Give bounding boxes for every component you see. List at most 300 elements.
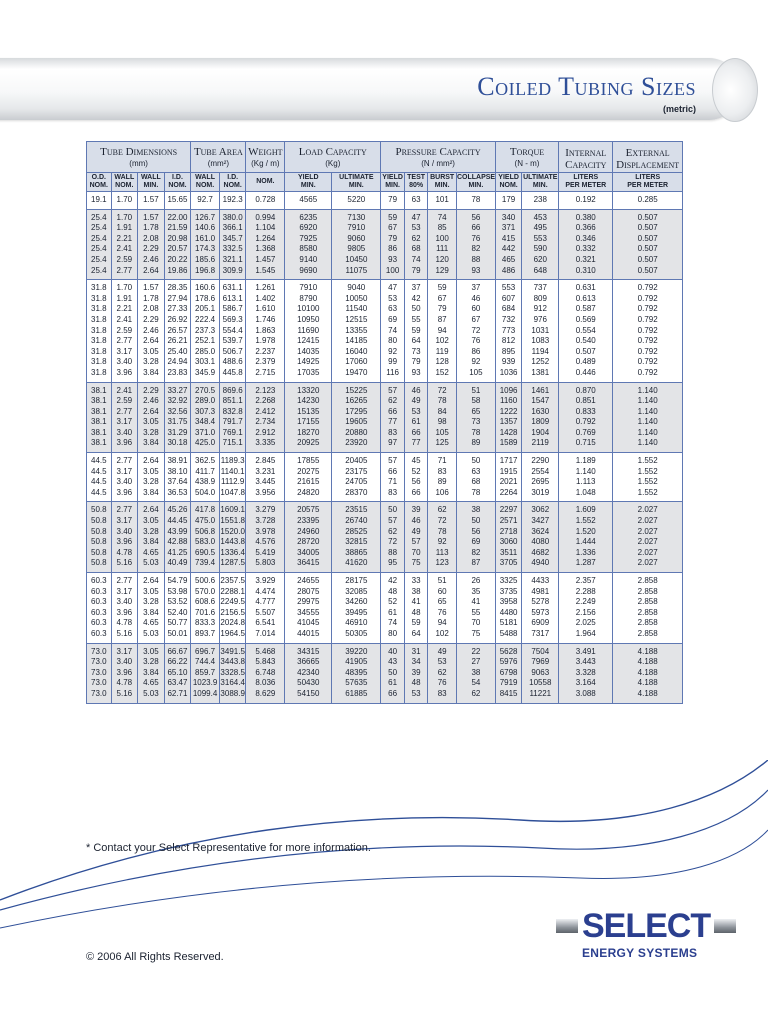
table-cell: 56 [456,209,495,223]
table-cell: 38 [404,587,428,598]
table-row-group [87,573,683,644]
table-cell: 2.858 [613,573,683,587]
table-cell: 15225 [332,382,381,396]
table-cell: 64 [404,629,428,643]
table-cell: 3.17 [111,467,138,478]
table-cell: 3.96 [111,368,138,382]
table-cell: 63 [456,467,495,478]
table-cell: 1.863 [246,326,285,337]
table-cell: 6.541 [246,618,285,629]
table-cell: 3443.8 [220,657,245,667]
table-cell: 2.268 [246,396,285,407]
table-cell: 0.715 [559,438,613,452]
table-cell: 0.870 [559,382,613,396]
table-cell: 8790 [285,294,332,305]
group-external-displacement: External Displacement [613,142,683,173]
table-cell: 3.28 [138,357,165,368]
table-cell: 3.96 [111,438,138,452]
table-cell: 25.4 [87,234,112,245]
table-cell: 1.048 [559,488,613,502]
table-cell: 76 [456,234,495,245]
table-row [87,294,683,305]
copyright: © 2006 All Rights Reserved. [86,951,224,963]
table-cell: 33.27 [164,382,191,396]
table-cell: 0.569 [559,315,613,326]
table-cell: 196.8 [191,266,220,280]
table-row [87,255,683,266]
table-cell: 31.8 [87,357,112,368]
table-cell: 23395 [285,516,332,527]
table-cell: 42 [381,573,405,587]
table-cell: 20405 [332,453,381,467]
table-cell: 1.261 [246,280,285,294]
table-cell: 285.0 [191,347,220,358]
table-cell: 5.16 [111,629,138,643]
table-cell: 500.6 [191,573,220,587]
table-cell: 0.792 [613,347,683,358]
column-header-bottom: NOM. [499,182,518,189]
table-cell: 0.554 [559,326,613,337]
table-cell: 4940 [522,558,559,572]
table-cell: 75 [456,629,495,643]
table-row-group [87,643,683,703]
table-cell: 73 [456,417,495,428]
table-cell: 20.22 [164,255,191,266]
table-cell: 17155 [285,417,332,428]
table-cell: 73.0 [87,678,112,689]
table-cell: 1336.4 [220,547,245,557]
table-cell: 1717 [495,453,522,467]
table-cell: 22 [456,643,495,657]
table-cell: 2.64 [138,266,165,280]
table-cell: 5181 [495,618,522,629]
table-cell: 31.8 [87,315,112,326]
table-cell: 60.3 [87,629,112,643]
table-cell: 696.7 [191,643,220,657]
coiled-tubing-table [86,141,683,704]
table-row [87,502,683,516]
table-cell: 31.8 [87,336,112,347]
table-cell: 1.104 [246,223,285,234]
table-row [87,689,683,703]
table-cell: 12515 [332,315,381,326]
table-cell: 1194 [522,347,559,358]
table-cell: 31.8 [87,368,112,382]
table-cell: 41 [404,597,428,608]
table-cell: 554.4 [219,326,246,337]
table-cell: 1.70 [111,192,138,210]
table-cell: 54 [456,678,495,689]
table-cell: 7969 [522,657,559,668]
table-cell: 38.1 [87,428,112,439]
table-cell: 1461 [522,382,559,396]
table-cell: 41045 [285,618,332,629]
column-header-top: I.D. [172,174,183,181]
table-cell: 23515 [332,502,381,516]
table-cell: 52 [381,597,405,608]
page-title: Coiled Tubing Sizes [477,72,696,101]
table-cell: 95 [381,558,405,572]
table-cell: 3.17 [111,417,138,428]
table-cell: 2156.5 [220,607,245,617]
table-cell: 3.05 [138,516,165,527]
table-cell: 8415 [495,689,522,703]
column-header-bottom: NOM. [195,182,215,189]
table-cell: 1.91 [111,294,138,305]
table-cell: 35 [456,587,495,598]
table-cell: 773 [495,326,522,337]
table-cell: 6798 [495,668,522,679]
table-cell: 8580 [285,244,332,255]
table-cell: 1.140 [613,407,683,418]
table-cell: 59 [428,280,457,294]
table-cell: 57 [381,382,405,396]
table-cell: 0.507 [613,244,683,255]
table-cell: 5.03 [138,689,165,703]
table-cell: 1.964 [559,629,613,643]
table-row [87,597,683,608]
table-cell: 205.1 [191,304,220,315]
table-cell: 68 [404,244,428,255]
table-cell: 737 [522,280,559,294]
table-cell: 1140.1 [220,466,245,476]
table-cell: 340 [495,209,522,223]
table-cell: 38865 [332,548,381,559]
table-cell: 3.84 [138,537,165,548]
table-cell: 3.17 [111,643,138,657]
table-cell: 0.507 [559,347,613,358]
table-row [87,678,683,689]
column-header-top: O.D. [91,174,106,181]
table-cell: 14230 [285,396,332,407]
table-cell: 9805 [332,244,381,255]
table-cell: 371.0 [191,428,220,439]
table-cell: 1047.8 [219,488,246,502]
table-cell: 50 [381,502,405,516]
table-cell: 859.7 [191,668,220,679]
column-header [285,173,332,192]
table-cell: 44.45 [164,516,191,527]
table-cell: 79 [404,357,428,368]
column-header-bottom: PER METER [627,182,669,189]
table-cell: 4565 [285,192,332,210]
table-cell: 3.28 [138,477,165,488]
table-cell: 50 [456,516,495,527]
table-cell: 65 [428,597,457,608]
column-header [613,173,683,192]
logo-word: SELECT [582,907,711,945]
table-row [87,382,683,396]
table-cell: 59 [404,618,428,629]
table-cell: 31 [404,643,428,657]
table-cell: 34555 [285,608,332,619]
table-cell: 76 [456,336,495,347]
table-cell: 53 [404,223,428,234]
table-cell: 41905 [332,657,381,668]
table-cell: 2.77 [111,573,138,587]
table-cell: 55 [404,315,428,326]
table-cell: 2.41 [111,315,138,326]
table-cell: 21.59 [164,223,191,234]
table-cell: 72 [428,382,457,396]
table-cell: 495 [522,223,559,234]
table-cell: 3.40 [111,597,138,608]
table-cell: 78 [428,527,457,538]
table-cell: 0.728 [246,192,285,210]
table-cell: 20.98 [164,234,191,245]
table-cell: 5.16 [111,689,138,703]
table-cell: 22.00 [164,209,191,223]
table-row-group [87,192,683,210]
table-cell: 1.140 [559,467,613,478]
table-cell: 57 [381,453,405,467]
column-header-bottom: MIN. [300,182,316,189]
unit-tube-dimensions: (mm) [87,159,191,173]
table-row [87,527,683,538]
table-cell: 101 [428,192,457,210]
table-cell: 3.05 [138,417,165,428]
table-cell: 2.249 [559,597,613,608]
table-cell: 67 [428,294,457,305]
table-cell: 38.1 [87,382,112,396]
table-row [87,280,683,294]
table-cell: 3088.9 [219,689,246,703]
table-cell: 74 [381,618,405,629]
column-header [428,173,457,192]
table-cell: 3.96 [111,488,138,502]
table-cell: 79 [428,304,457,315]
table-cell: 1428 [495,428,522,439]
table-cell: 3.05 [138,467,165,478]
table-cell: 41620 [332,558,381,572]
table-cell: 553 [522,234,559,245]
table-cell: 42.88 [164,537,191,548]
table-cell: 739.4 [191,558,220,572]
table-row [87,336,683,347]
table-cell: 57 [404,537,428,548]
table-cell: 0.587 [559,304,613,315]
table-cell: 6.748 [246,668,285,679]
table-cell: 833.3 [191,618,220,629]
unit-pressure-capacity: (N / mm²) [381,159,495,173]
table-cell: 92.7 [191,192,220,210]
logo-pipe-left [556,919,578,933]
table-cell: 332.5 [219,244,246,255]
table-cell: 73 [404,347,428,358]
table-cell: 62 [381,396,405,407]
table-cell: 88 [381,548,405,559]
table-cell: 79 [381,234,405,245]
table-cell: 79 [381,192,405,210]
table-cell: 2.237 [246,347,285,358]
table-cell: 67 [381,223,405,234]
table-cell: 49 [404,527,428,538]
table-cell: 289.0 [191,396,220,407]
table-cell: 2.025 [559,618,613,629]
table-cell: 7910 [285,280,332,294]
table-cell: 3.96 [111,668,138,679]
table-cell: 1.978 [246,336,285,347]
table-row [87,573,683,587]
table-cell: 2.288 [559,587,613,598]
table-cell: 613.1 [219,294,246,305]
table-cell: 7910 [332,223,381,234]
table-cell: 59 [381,209,405,223]
table-cell: 590 [522,244,559,255]
table-cell: 1.57 [138,280,165,294]
table-cell: 78 [456,428,495,439]
table-cell: 2.412 [246,407,285,418]
table-cell: 86 [381,244,405,255]
table-cell: 1589 [495,438,522,452]
table-cell: 65 [456,407,495,418]
table-cell: 893.7 [191,629,220,643]
table-cell: 45 [404,453,428,467]
table-row-group [87,209,683,280]
table-cell: 0.321 [559,255,613,266]
table-row [87,618,683,629]
table-cell: 607 [495,294,522,305]
table-cell: 119 [428,347,457,358]
table-cell: 92 [456,357,495,368]
table-cell: 1.78 [138,294,165,305]
table-cell: 2.21 [111,304,138,315]
table-cell: 2.027 [613,502,683,516]
table-cell: 1287.5 [219,558,246,572]
table-cell: 0.833 [559,407,613,418]
table-cell: 2.77 [111,502,138,516]
table-cell: 66 [381,467,405,478]
table-cell: 13320 [285,382,332,396]
table-cell: 34260 [332,597,381,608]
table-cell: 553 [495,280,522,294]
table-cell: 28075 [285,587,332,598]
table-cell: 425.0 [191,438,220,452]
table-cell: 0.792 [613,315,683,326]
table-cell: 47 [381,280,405,294]
table-cell: 3.05 [138,347,165,358]
table-cell: 88 [456,255,495,266]
table-cell: 1.264 [246,234,285,245]
table-cell: 2.29 [138,382,165,396]
table-cell: 60.3 [87,618,112,629]
table-cell: 3062 [522,502,559,516]
table-cell: 53 [404,407,428,418]
table-cell: 61 [404,417,428,428]
table-cell: 3164.4 [220,678,245,688]
table-cell: 26740 [332,516,381,527]
table-cell: 5488 [495,629,522,643]
table-cell: 3624 [522,527,559,538]
table-cell: 80 [381,336,405,347]
table-cell: 1160 [495,396,522,407]
table-cell: 6235 [285,209,332,223]
table-row [87,192,683,210]
table-cell: 1031 [522,326,559,337]
table-cell: 1.552 [613,467,683,478]
table-cell: 53 [381,294,405,305]
table-row-group [87,382,683,453]
table-cell: 50.8 [87,558,112,572]
table-cell: 2.027 [613,548,683,559]
table-cell: 51 [456,382,495,396]
column-header-bottom: MIN. [143,182,159,189]
table-cell: 64 [404,336,428,347]
table-cell: 94 [428,618,457,629]
table-row [87,244,683,255]
table-cell: 23175 [332,467,381,478]
table-cell: 13355 [332,326,381,337]
table-cell: 2.21 [111,234,138,245]
table-cell: 67 [456,315,495,326]
table-cell: 57635 [332,678,381,689]
table-cell: 161.0 [191,234,220,245]
table-cell: 4.78 [111,618,138,629]
column-header-top: LITERS [573,174,599,181]
table-cell: 28370 [332,488,381,502]
table-cell: 0.507 [613,266,683,280]
table-cell: 73.0 [87,643,112,657]
table-cell: 73.0 [87,668,112,679]
table-cell: 3.28 [138,527,165,538]
table-cell: 5973 [522,608,559,619]
table-cell: 33 [404,573,428,587]
table-cell: 120 [428,255,457,266]
table-cell: 1.78 [138,223,165,234]
table-cell: 2.77 [111,453,138,467]
table-cell: 4.474 [246,587,285,598]
table-cell: 5220 [332,192,381,210]
table-cell: 415 [495,234,522,245]
table-cell: 34315 [285,643,332,657]
table-cell: 77 [381,417,405,428]
table-cell: 3.84 [138,368,165,382]
table-cell: 128 [428,357,457,368]
table-cell: 0.792 [613,368,683,382]
table-cell: 1.140 [613,417,683,428]
table-cell: 185.6 [191,255,220,266]
table-cell: 105 [456,368,495,382]
table-cell: 3060 [495,537,522,548]
table-cell: 60.3 [87,608,112,619]
table-cell: 59 [404,326,428,337]
table-cell: 620 [522,255,559,266]
table-cell: 8.036 [246,678,285,689]
table-cell: 4.188 [613,678,683,689]
table-cell: 2571 [495,516,522,527]
group-load-capacity: Load Capacity [285,142,381,160]
table-cell: 1099.4 [191,689,220,703]
table-cell: 0.507 [613,255,683,266]
table-cell: 0.792 [613,326,683,337]
table-cell: 2.29 [138,315,165,326]
table-cell: 44015 [285,629,332,643]
table-row [87,223,683,234]
table-cell: 24705 [332,477,381,488]
table-cell: 3.84 [138,438,165,452]
table-cell: 44.5 [87,488,112,502]
column-header-top: LITERS [635,174,661,181]
table-row [87,315,683,326]
column-header [332,173,381,192]
table-row [87,407,683,418]
table-row-group [87,280,683,382]
table-cell: 648 [522,266,559,280]
table-cell: 60 [456,304,495,315]
table-cell: 7919 [495,678,522,689]
table-cell: 684 [495,304,522,315]
table-cell: 1.552 [613,477,683,488]
